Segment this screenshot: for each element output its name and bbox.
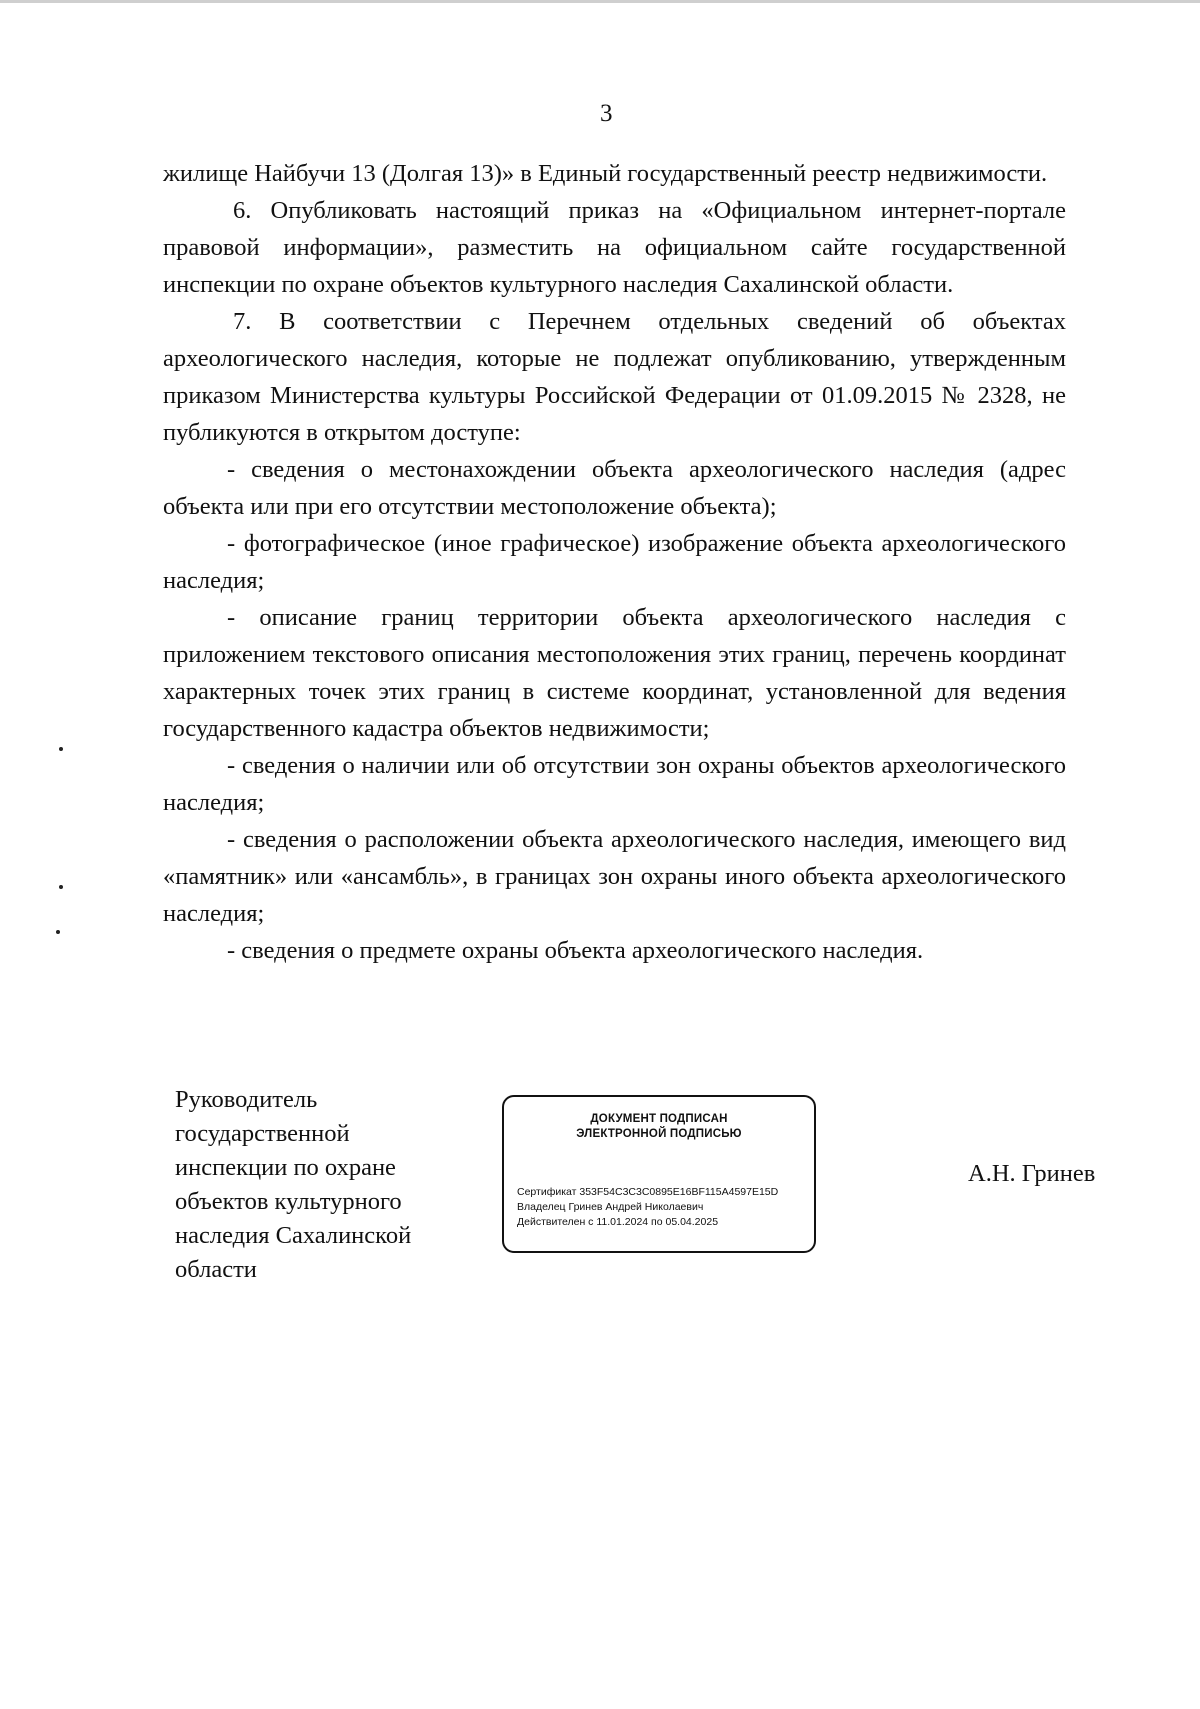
scan-speck [59, 885, 63, 889]
stamp-details [517, 1185, 778, 1230]
signatory-title-line: наследия Сахалинской [175, 1222, 412, 1249]
list-item-protection-subject: - сведения о предмете охраны объекта археологического наследия. [227, 937, 924, 964]
stamp-owner: Владелец Гринев Андрей Николаевич [517, 1201, 704, 1213]
stamp-heading [504, 1112, 814, 1142]
scan-speck [59, 747, 63, 751]
scan-top-edge [0, 0, 1200, 3]
list-item-image: - фотографическое (иное графическое) изображение объекта археологического наследия; [163, 530, 1066, 594]
list-item-location: - сведения о местонахождении объекта археологического наследия (адрес объекта или при его отсутствии местоположение объекта); [163, 456, 1066, 520]
signatory-title-line: государственной [175, 1120, 350, 1147]
paragraph-item-6: 6. Опубликовать настоящий приказ на «Официальном интернет-портале правовой информации», разместить на официальном сайте государственной инспекции по охране объектов культурного наследия Сахалинской области. [163, 197, 1066, 298]
list-item-protection-zones: - сведения о наличии или об отсутствии зон охраны объектов археологического наследия; [163, 752, 1066, 816]
signer-name: А.Н. Гринев [968, 1160, 1096, 1187]
stamp-certificate: Сертификат 353F54C3C3C0895E16BF115A4597E15D [517, 1186, 779, 1198]
signatory-title-line: области [175, 1256, 257, 1283]
list-item-monument-location: - сведения о расположении объекта археологического наследия, имеющего вид «памятник» или «ансамбль», в границах зон охраны иного объекта археологического наследия; [163, 826, 1066, 927]
electronic-signature-stamp [502, 1095, 816, 1253]
list-item-boundaries: - описание границ территории объекта археологического наследия с приложением текстового описания местоположения этих границ, перечень координат характерных точек этих границ в системе координат, установленной для ведения государственного кадастра объектов недвижимости; [163, 604, 1066, 742]
paragraph-item-7: 7. В соответствии с Перечнем отдельных сведений об объектах археологического наследия, которые не подлежат опубликованию, утвержденным приказом Министерства культуры Российской Федерации от 01.09.2015 № 2328, не публикуются в открытом доступе: [163, 308, 1066, 446]
signatory-title [175, 1083, 411, 1287]
signatory-title-line: инспекции по охране [175, 1154, 396, 1181]
stamp-heading-line: ЭЛЕКТРОННОЙ ПОДПИСЬЮ [576, 1128, 742, 1140]
paragraph-continuation: жилище Найбучи 13 (Долгая 13)» в Единый государственный реестр недвижимости. [163, 160, 1048, 187]
document-body [163, 155, 1066, 969]
signatory-title-line: объектов культурного [175, 1188, 402, 1215]
signatory-title-line: Руководитель [175, 1086, 318, 1113]
stamp-heading-line: ДОКУМЕНТ ПОДПИСАН [590, 1113, 728, 1125]
stamp-validity: Действителен с 11.01.2024 по 05.04.2025 [517, 1216, 719, 1228]
page-number: 3 [600, 100, 613, 127]
scan-speck [56, 930, 60, 934]
